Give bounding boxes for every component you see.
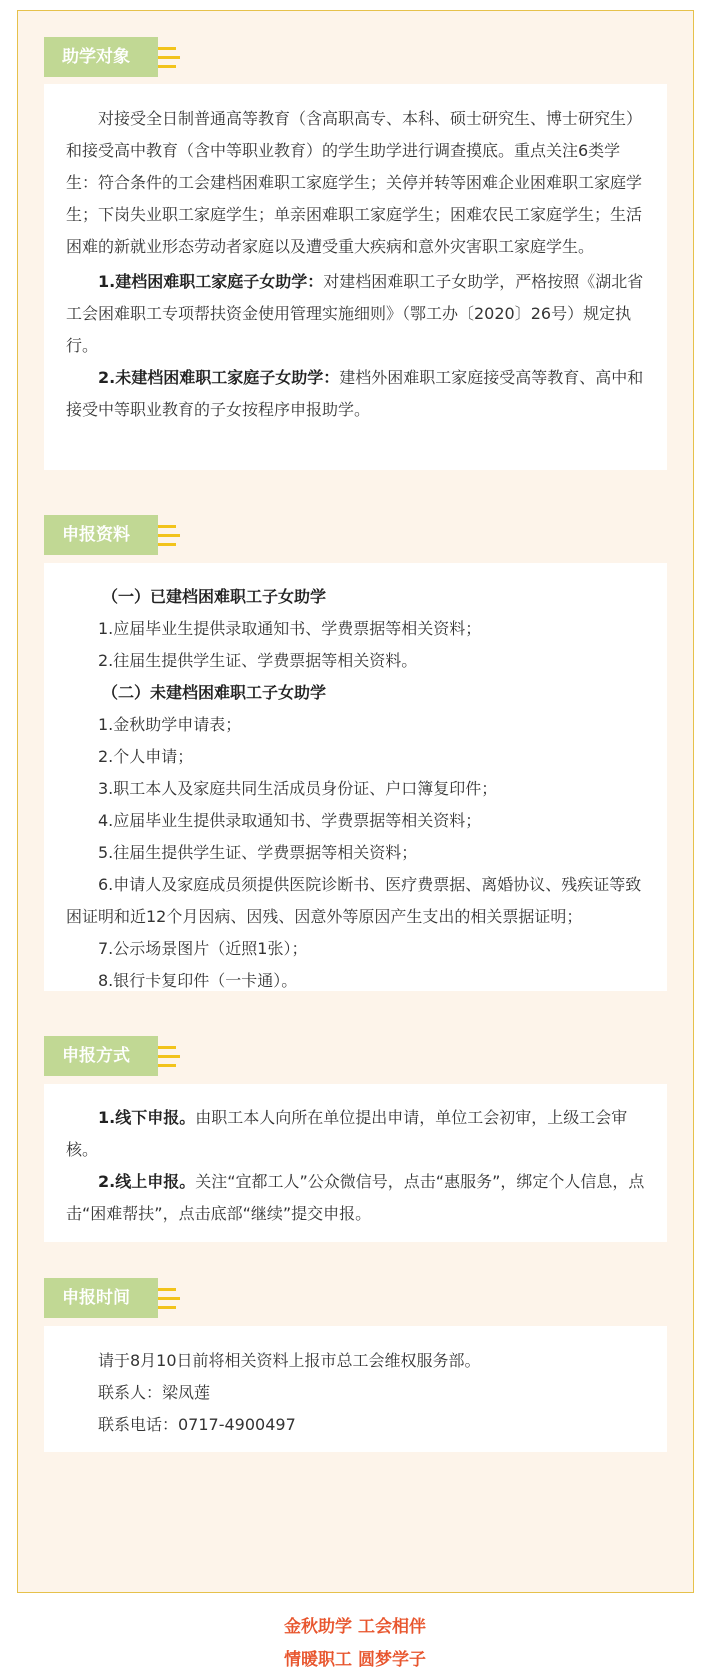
aid-targets-item-2-heading: 2.未建档困难职工家庭子女助学： — [98, 368, 340, 387]
deadline-card — [44, 1326, 667, 1452]
contact-person: 联系人：梁凤莲 — [98, 1383, 211, 1402]
aid-targets-item-1-heading: 1.建档困难职工家庭子女助学： — [98, 272, 324, 291]
decorative-bars-icon — [158, 1278, 178, 1318]
aid-targets-item-1-text: 对建档困难职工子女助学，严格按照《湖北省工会困难职工专项帮扶资金使用管理实施细则》（鄂工办〔2020〕26号）规定执行。 — [66, 272, 644, 355]
aid-targets-intro: 对接受全日制普通高等教育（含高职高专、本科、硕士研究生、博士研究生）和接受高中教育（含中等职业教育）的学生助学进行调查摸底。重点关注6类学生：符合条件的工会建档困难职工家庭学生；关停并转等困难企业困难职工家庭学生；下岗失业职工家庭学生；单亲困难职工家庭学生；困难农民工家庭学生；生活困难的新就业形态劳动者家庭以及遭受重大疾病和意外灾害职工家庭学生。 — [66, 109, 643, 256]
methods-item-2-heading: 2.线上申报。 — [98, 1172, 196, 1191]
aid-targets-card — [44, 84, 667, 470]
decorative-bars-icon — [158, 515, 178, 555]
section-title-deadline: 申报时间 — [44, 1278, 158, 1318]
materials-group-1-item: 1.应届毕业生提供录取通知书、学费票据等相关资料； — [98, 619, 482, 638]
materials-group-2-item: 2.个人申请； — [98, 747, 194, 766]
methods-item-2-text: 关注“宜都工人”公众微信号，点击“惠服务”，绑定个人信息，点击“困难帮扶”，点击底部“继续”提交申报。 — [66, 1172, 645, 1223]
decorative-bars-icon — [158, 1036, 178, 1076]
materials-group-2-item-6: 6.申请人及家庭成员须提供医院诊断书、医疗费票据、离婚协议、残疾证等致困证明和近12个月因病、因残、因意外等原因产生支出的相关票据证明； — [66, 875, 642, 926]
section-title-methods: 申报方式 — [44, 1036, 158, 1076]
aid-targets-item-1 — [44, 266, 667, 362]
footer-slogan-1: 金秋助学 工会相伴 — [284, 1617, 426, 1637]
methods-item-1-heading: 1.线下申报。 — [98, 1108, 196, 1127]
materials-group-2-item-7: 7.公示场景图片（近照1张）； — [98, 939, 308, 958]
footer-slogan-2: 情暖职工 圆梦学子 — [284, 1650, 426, 1670]
deadline-text: 请于8月10日前将相关资料上报市总工会维权服务部。 — [98, 1351, 481, 1370]
methods-item-2 — [44, 1166, 667, 1230]
materials-card — [44, 563, 667, 991]
methods-item-1 — [44, 1102, 667, 1166]
contact-phone: 联系电话：0717-4900497 — [98, 1415, 296, 1434]
materials-group-2-title: （二）未建档困难职工子女助学 — [102, 683, 327, 702]
materials-group-2-item: 3.职工本人及家庭共同生活成员身份证、户口簿复印件； — [98, 779, 498, 798]
materials-group-2-item: 1.金秋助学申请表； — [98, 715, 242, 734]
section-title-materials: 申报资料 — [44, 515, 158, 555]
materials-group-2-item: 4.应届毕业生提供录取通知书、学费票据等相关资料； — [98, 811, 482, 830]
section-title-aid-targets: 助学对象 — [44, 37, 158, 77]
methods-item-1-text: 由职工本人向所在单位提出申请，单位工会初审，上级工会审核。 — [66, 1108, 628, 1159]
methods-card — [44, 1084, 667, 1242]
materials-group-1-item: 2.往届生提供学生证、学费票据等相关资料。 — [98, 651, 418, 670]
aid-targets-item-2 — [44, 362, 667, 426]
materials-group-1-title: （一）已建档困难职工子女助学 — [102, 587, 327, 606]
materials-group-2-item-8: 8.银行卡复印件（一卡通）。 — [98, 971, 298, 990]
decorative-bars-icon — [158, 37, 178, 77]
materials-group-2-item: 5.往届生提供学生证、学费票据等相关资料； — [98, 843, 418, 862]
aid-targets-item-2-text: 建档外困难职工家庭接受高等教育、高中和接受中等职业教育的子女按程序申报助学。 — [66, 368, 644, 419]
